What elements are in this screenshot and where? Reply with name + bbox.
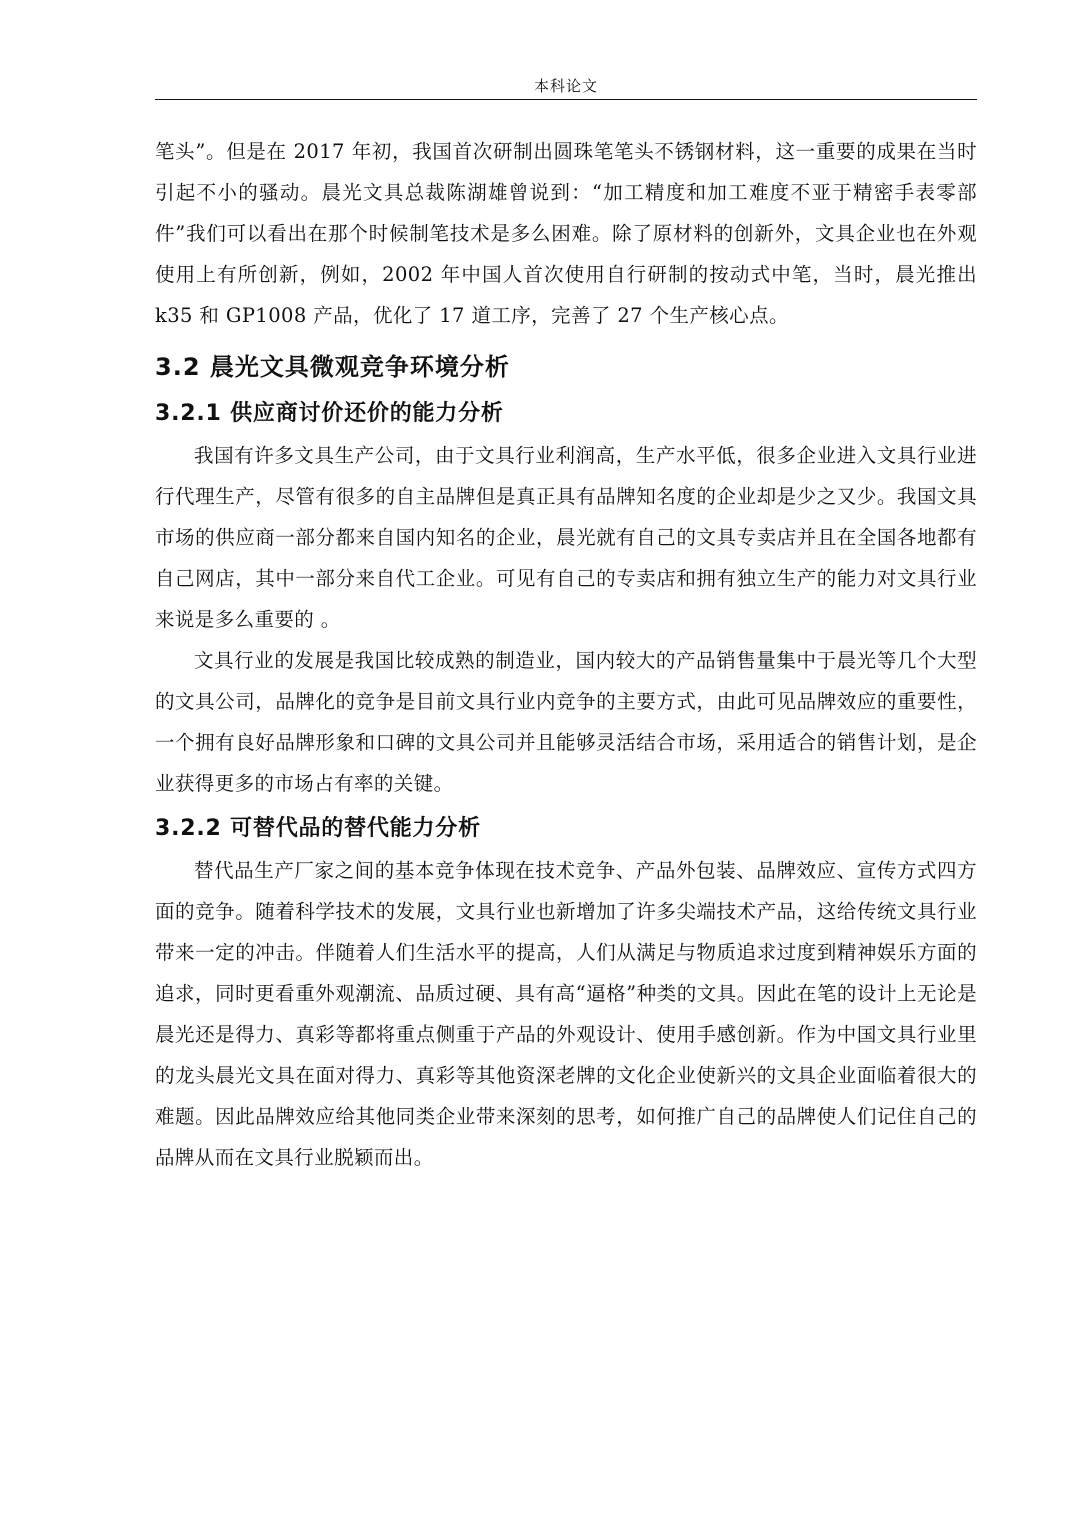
header-rule — [155, 99, 977, 100]
intro-paragraph: 笔头”。但是在 2017 年初，我国首次研制出圆珠笔笔头不锈钢材料，这一重要的成果在当时引起不小的骚动。晨光文具总裁陈湖雄曾说到：“加工精度和加工难度不亚于精密手表零部件”我们可以看出在那个时候制笔技术是多么困难。除了原材料的创新外，文具企业也在外观使用上有所创新，例如，2002 年中国人首次使用自行研制的按动式中笔，当时，晨光推出 k35 和 GP1008 产品，优化了 17 道工序，完善了 27 个生产核心点。 — [155, 140, 977, 327]
section-3-2-2-heading: 3.2.2 可替代品的替代能力分析 — [155, 816, 481, 841]
running-header: 本科论文 — [533, 77, 598, 95]
section-3-2-2-paragraph-1: 替代品生产厂家之间的基本竞争体现在技术竞争、产品外包装、品牌效应、宣传方式四方面的竞争。随着科学技术的发展，文具行业也新增加了许多尖端技术产品，这给传统文具行业带来一定的冲击。伴随着人们生活水平的提高，人们从满足与物质追求过度到精神娱乐方面的追求，同时更看重外观潮流、品质过硬、具有高“逼格”种类的文具。因此在笔的设计上无论是晨光还是得力、真彩等都将重点侧重于产品的外观设计、使用手感创新。作为中国文具行业里的龙头晨光文具在面对得力、真彩等其他资深老牌的文化企业使新兴的文具企业面临着很大的难题。因此品牌效应给其他同类企业带来深刻的思考，如何推广自己的品牌使人们记住自己的品牌从而在文具行业脱颖而出。 — [155, 859, 977, 1169]
document-page — [155, 0, 977, 1528]
section-3-2-1-paragraph-1: 我国有许多文具生产公司，由于文具行业利润高，生产水平低，很多企业进入文具行业进行代理生产，尽管有很多的自主品牌但是真正具有品牌知名度的企业却是少之又少。我国文具市场的供应商一部分都来自国内知名的企业，晨光就有自己的文具专卖店并且在全国各地都有自己网店，其中一部分来自代工企业。可见有自己的专卖店和拥有独立生产的能力对文具行业来说是多么重要的 。 — [155, 444, 977, 631]
section-3-2-heading: 3.2 晨光文具微观竞争环境分析 — [155, 353, 510, 381]
body-text — [155, 131, 977, 1178]
section-3-2-1-paragraph-2: 文具行业的发展是我国比较成熟的制造业，国内较大的产品销售量集中于晨光等几个大型的文具公司，品牌化的竞争是目前文具行业内竞争的主要方式，由此可见品牌效应的重要性，一个拥有良好品牌形象和口碑的文具公司并且能够灵活结合市场，采用适合的销售计划，是企业获得更多的市场占有率的关键。 — [155, 649, 977, 795]
section-3-2-1-heading: 3.2.1 供应商讨价还价的能力分析 — [155, 401, 504, 426]
